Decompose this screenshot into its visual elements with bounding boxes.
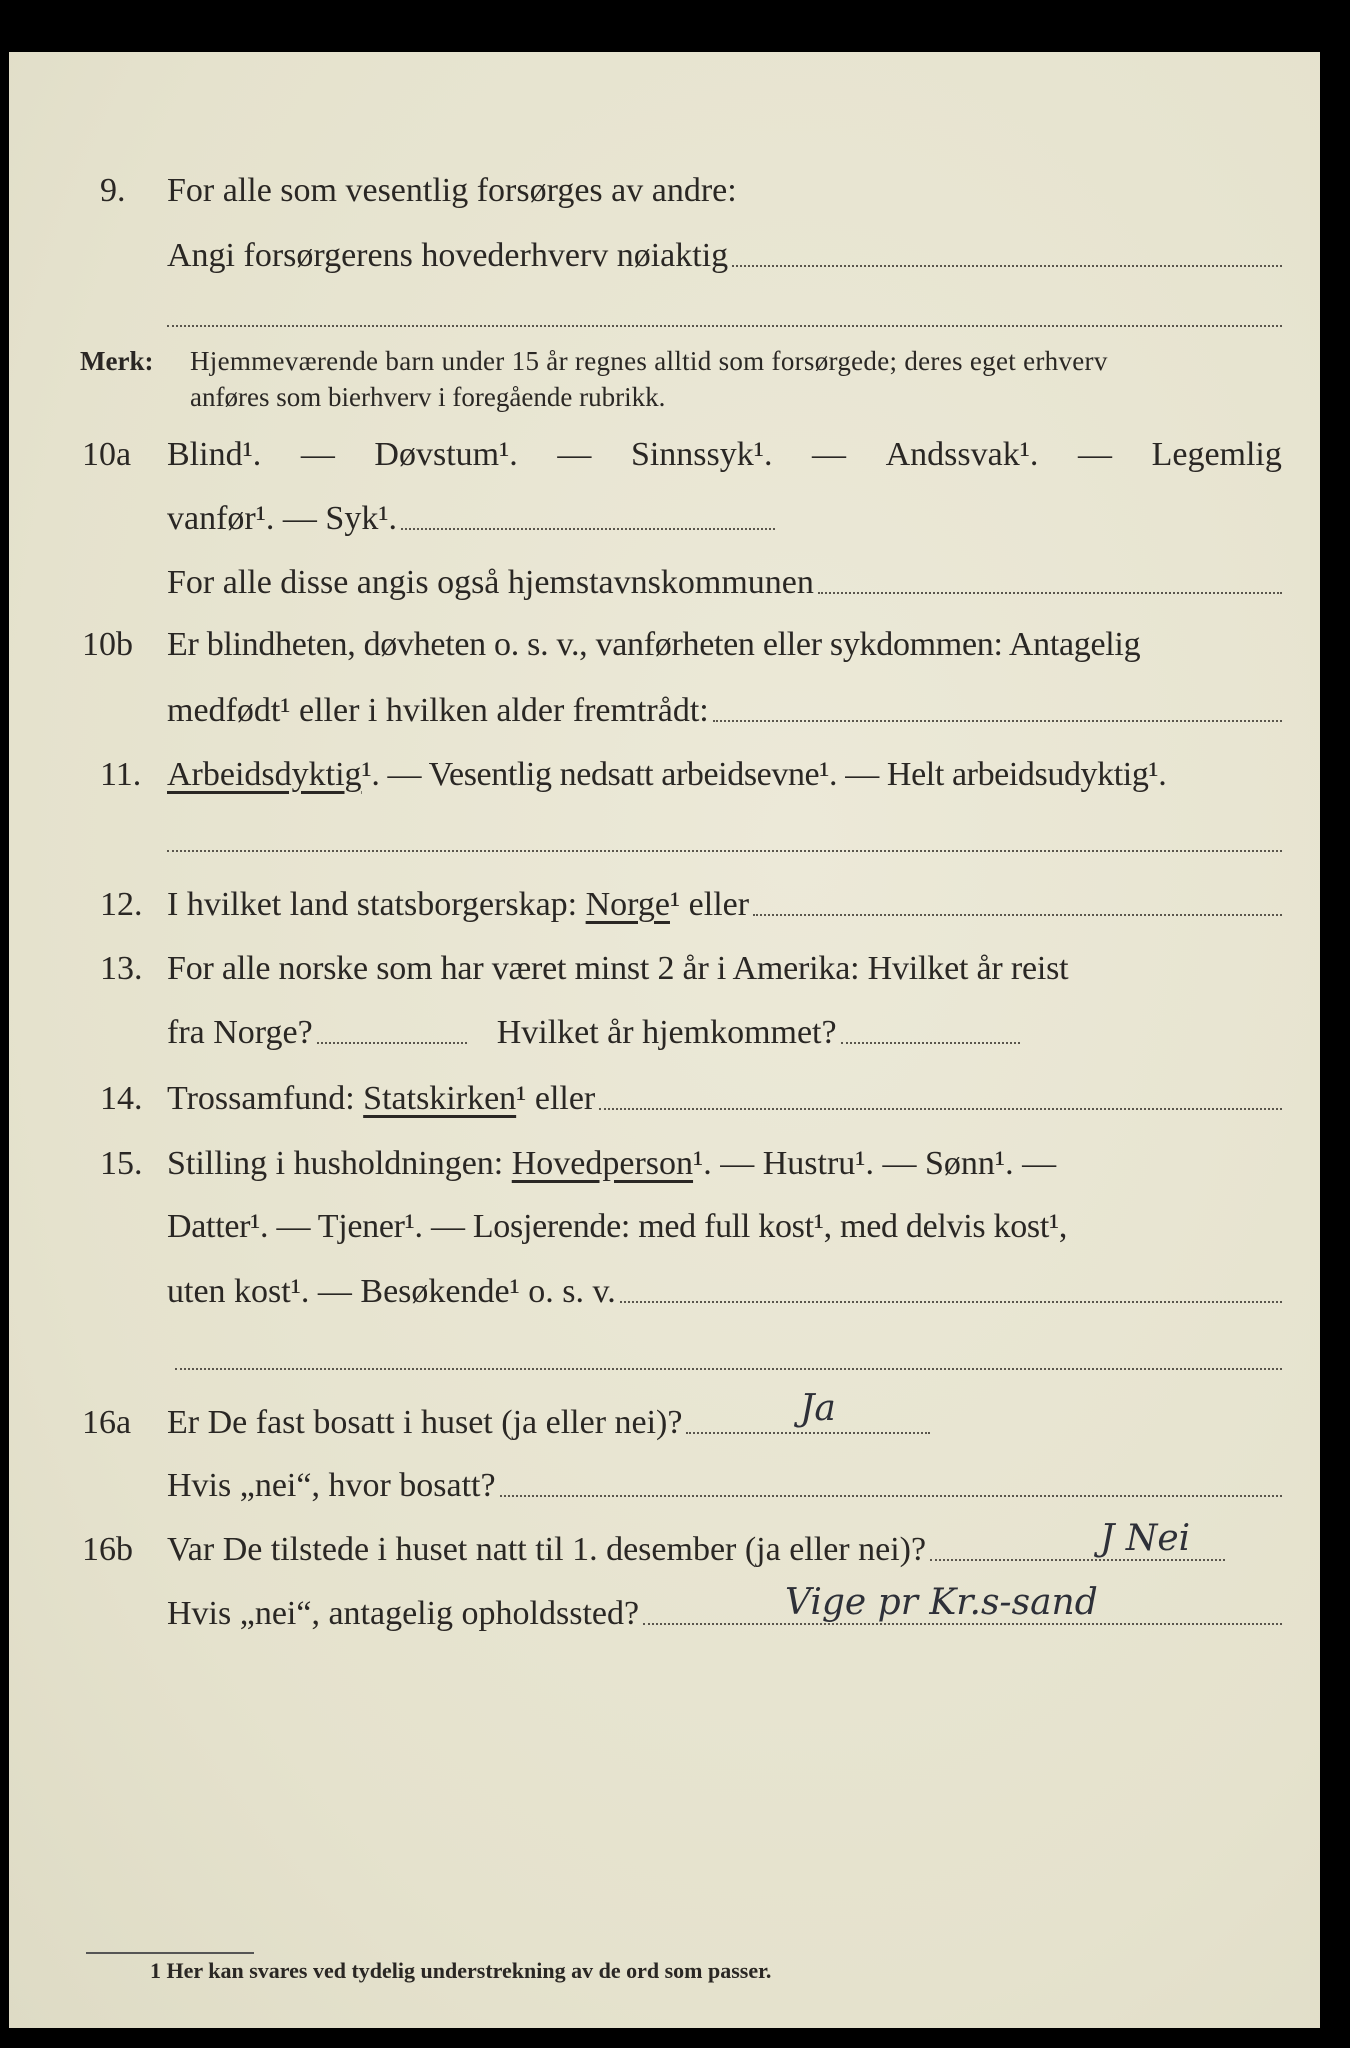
q16b-line1	[167, 1531, 1225, 1569]
merk-line1	[190, 346, 1282, 377]
q15-line1	[167, 1145, 1282, 1183]
merk-text2: anføres som bierhverv i foregående rubrikk.	[190, 382, 666, 412]
q11-options: ¹. — Vesentlig nedsatt arbeidsevne¹. — Helt arbeidsudyktig¹.	[361, 756, 1167, 793]
q15-extra-field[interactable]	[175, 1368, 1282, 1370]
q16a-handwritten-answer: Ja	[800, 1388, 836, 1429]
q14-number: 14.	[100, 1080, 143, 1117]
q10b-number: 10b	[82, 626, 133, 663]
q15-number: 15.	[100, 1145, 143, 1182]
q16a-text1: Er De fast bosatt i huset (ja eller nei)?	[167, 1404, 683, 1441]
q14-line	[167, 1080, 1282, 1118]
dash: —	[1078, 436, 1113, 473]
q12-answer-field[interactable]	[753, 914, 1282, 916]
q10b-text2: medfødt¹ eller i hvilken alder fremtrådt:	[167, 692, 709, 729]
merk-line2	[190, 382, 1280, 413]
q10b-line2	[167, 692, 1282, 730]
q10b-text1: Er blindheten, døvheten o. s. v., vanførheten eller sykdommen: Antagelig	[167, 626, 1141, 663]
q13-reist-label: fra Norge?	[167, 1014, 313, 1051]
q11-number: 11.	[100, 756, 142, 793]
q10a-text3: For alle disse angis også hjemstavnskommunen	[167, 564, 814, 601]
q15-text: Stilling i husholdningen:	[167, 1145, 504, 1182]
option-legemlig[interactable]: Legemlig	[1151, 436, 1282, 473]
q12-line	[167, 886, 1282, 924]
q11-line	[167, 756, 1282, 794]
option-blind[interactable]: Blind¹.	[167, 436, 262, 473]
q14-eller: ¹ eller	[516, 1080, 596, 1117]
q16a-line2	[167, 1467, 1282, 1505]
q15-answer-field[interactable]	[620, 1301, 1282, 1303]
q9-line1	[167, 172, 1280, 210]
q13-hjemkommet-label: Hvilket år hjemkommet?	[496, 1014, 837, 1051]
footnote: 1 Her kan svares ved tydelig understrekning av de ord som passer.	[150, 1958, 772, 1983]
q16b-text2: Hvis „nei“, antagelig opholdssted?	[167, 1595, 640, 1632]
dash: —	[812, 436, 847, 473]
footnote-rule	[86, 1952, 254, 1954]
q10a-number: 10a	[82, 436, 132, 473]
merk-text1: Hjemmeværende barn under 15 år regnes alltid som forsørgede; deres eget erhverv	[190, 346, 1108, 376]
q16b-line2	[167, 1595, 1282, 1633]
option-sinnssyk[interactable]: Sinnssyk¹.	[630, 436, 773, 473]
q13-line1	[167, 950, 1282, 988]
q10b-answer-field[interactable]	[713, 720, 1282, 722]
q13-line2	[167, 1014, 1020, 1052]
hjemstavnskommune-field[interactable]	[818, 592, 1282, 594]
q16b-handwritten-answer: J Nei	[1100, 1518, 1191, 1559]
q16a-number: 16a	[82, 1404, 132, 1441]
dash: —	[557, 436, 592, 473]
q15-options3: uten kost¹. — Besøkende¹ o. s. v.	[167, 1273, 616, 1310]
q16b-number: 16b	[82, 1531, 133, 1568]
option-andssvak[interactable]: Andssvak¹.	[885, 436, 1039, 473]
q15-options2: Datter¹. — Tjener¹. — Losjerende: med full kost¹, med delvis kost¹,	[167, 1208, 1068, 1245]
q13-number: 13.	[100, 950, 143, 987]
merk-label: Merk:	[80, 346, 154, 376]
q12-eller: ¹ eller	[669, 886, 750, 923]
option-hovedperson-underlined[interactable]: Hovedperson	[511, 1145, 694, 1182]
q16b-opholdssted-field[interactable]	[643, 1623, 1282, 1625]
q9-prompt: Angi forsørgerens hovederhverv nøiaktig	[167, 237, 729, 274]
option-arbeidsdyktig-underlined[interactable]: Arbeidsdyktig	[167, 756, 362, 793]
q14-text: Trossamfund:	[167, 1080, 355, 1117]
q15-options1: ¹. — Hustru¹. — Sønn¹. —	[693, 1145, 1057, 1182]
q13-text1: For alle norske som har været minst 2 år i Amerika: Hvilket år reist	[167, 950, 1069, 987]
q15-line3	[167, 1273, 1282, 1311]
q10a-line2	[167, 500, 775, 538]
q16a-answer-field[interactable]	[686, 1432, 930, 1434]
option-dovstum[interactable]: Døvstum¹.	[374, 436, 518, 473]
q10b-line1	[167, 626, 1282, 664]
dash: —	[300, 436, 335, 473]
q14-answer-field[interactable]	[599, 1108, 1282, 1110]
q15-line2	[167, 1208, 1282, 1246]
q9-number: 9.	[100, 172, 126, 209]
q9-answer-field-2[interactable]	[167, 325, 1282, 327]
q10a-text2: vanfør¹. — Syk¹.	[167, 500, 398, 537]
q13-reist-field[interactable]	[317, 1042, 467, 1044]
q13-hjemkommet-field[interactable]	[841, 1042, 1020, 1044]
q9-text: For alle som vesentlig forsørges av andre:	[167, 172, 737, 209]
q10a-answer-field[interactable]	[401, 528, 775, 530]
q16b-answer-field[interactable]	[930, 1559, 1225, 1561]
q10a-line3	[167, 564, 1282, 602]
q12-text: I hvilket land statsborgerskap:	[167, 886, 578, 923]
q9-answer-field[interactable]	[732, 265, 1282, 267]
q11-extra-field[interactable]	[167, 850, 1282, 852]
q16a-bosatt-field[interactable]	[500, 1495, 1282, 1497]
q10a-line1	[167, 436, 1282, 474]
option-norge-underlined[interactable]: Norge	[585, 886, 670, 923]
q9-line2	[167, 237, 1282, 275]
option-statskirken-underlined[interactable]: Statskirken	[363, 1080, 517, 1117]
q16a-text2: Hvis „nei“, hvor bosatt?	[167, 1467, 496, 1504]
q12-number: 12.	[100, 886, 143, 923]
q16b-handwritten-opholdssted: Vige pr Kr.s-sand	[785, 1582, 1098, 1623]
q16b-text1: Var De tilstede i huset natt til 1. desember (ja eller nei)?	[167, 1531, 927, 1568]
